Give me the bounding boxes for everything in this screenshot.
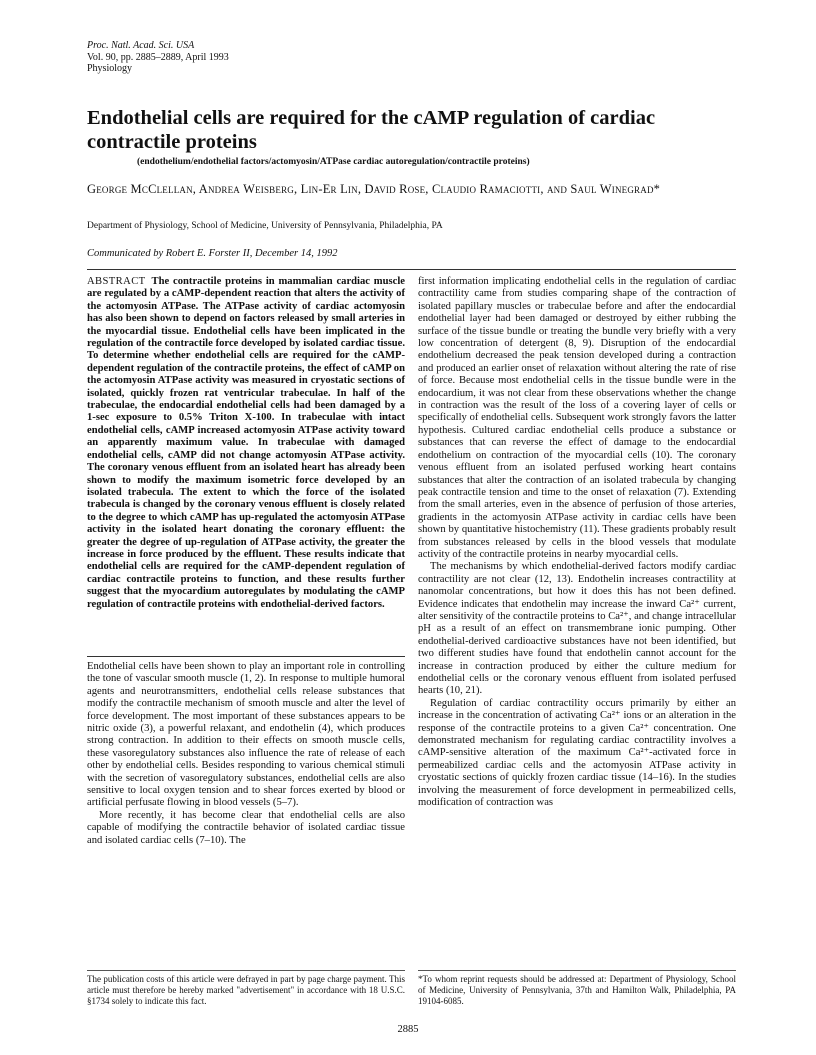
article-title: Endothelial cells are required for the cAMP regulation of cardiac contractile proteins: [87, 107, 656, 153]
journal-header: [87, 40, 229, 75]
author-list: George McClellan, Andrea Weisberg, Lin-Er Lin, David Rose, Claudio Ramaciotti, and Saul Winegrad*: [87, 182, 661, 196]
paragraph: Endothelial cells have been shown to play an important role in controlling the tone of vascular smooth muscle (1, 2). In response to multiple humoral agents and neurotransmitters, endothelial cells release substances that modify the contractile mechanism of smooth muscle and alter the level of force development. The most important of these substances appears to be nitric oxide (3), a powerful relaxant, and endothelin (4), which produces strong contraction. In addition to their effects on smooth muscle cells, these vasoregulatory substances also influence the rate of release of each other by endothelial cells. Besides responding to various chemical stimuli with the secretion of vasoregulatory substances, endothelial cells are also sensitive to local oxygen tension and to shear forces exerted by blood or artificial perfusate flowing in blood vessels (5–7).: [87, 661, 405, 809]
header-divider: [87, 269, 736, 270]
journal-name: Proc. Natl. Acad. Sci. USA: [87, 40, 195, 51]
body-column-right: [418, 276, 736, 809]
paragraph: Regulation of cardiac contractility occurs primarily by either an increase in the concentration of activating Ca²⁺ ions or an alteration in the response of the contractile proteins to a given Ca²⁺ concentration. One demonstrated mechanism for regulating cardiac contractility involves a cAMP-sensitive alteration of the maximum Ca²⁺-activated force in permeabilized cardiac cells and the actomyosin ATPase activity in cryostatic sections of quickly frozen cardiac tissue (14–16). In the studies involving the measurement of force development in permeabilized cells, modification of contraction was: [418, 697, 736, 809]
abstract-text: The contractile proteins in mammalian cardiac muscle are regulated by a cAMP-dependent reaction that alters the activity of the actomyosin ATPase. The ATPase activity of cardiac actomyosin has also been shown to depend on factors released by small arteries in the myocardial tissue. Endothelial cells have been implicated in the regulation of the contractile force developed by isolated cardiac tissue. To determine whether endothelial cells are required for the cAMP-dependent regulation of the contractile proteins, the effect of cAMP on the actomyosin ATPase activity was measured in cryostatic sections of isolated, quickly frozen rat ventricular trabeculae. In half of the trabeculae, the endocardial endothelial cells had been damaged by a 1-sec exposure to 0.5% Triton X-100. In trabeculae with intact endothelial cells, cAMP increased actomyosin ATPase activity toward an apparently maximum value. In trabeculae with damaged endothelial cells, cAMP did not change actomyosin ATPase activity. The coronary venous effluent from an isolated heart has already been shown to modify the maximum isometric force developed by an isolated trabecula. The extent to which the force of the isolated trabecula is changed by the coronary venous effluent is closely related to the degree to which cAMP has up-regulated the actomyosin ATPase activity in the isolated heart donating the coronary effluent: the greater the degree of up-regulation of ATPase activity, the greater the increase in force produced by the effluent. These results indicate that endothelial cells are required for the cAMP-dependent regulation of cardiac contractile proteins to function, and these results further suggest that the myocardium autoregulates by modulating the cAMP regulation of contractile proteins with endothelial-derived factors.: [87, 276, 405, 610]
footnote-divider-right: [418, 970, 736, 971]
footnote-divider-left: [87, 970, 405, 971]
abstract-divider: [87, 656, 405, 657]
abstract: [87, 276, 405, 611]
reprint-request-note: *To whom reprint requests should be addressed at: Department of Physiology, School of Medicine, University of Pennsylvania, 37th and Hamilton Walk, Philadelphia, PA 19104-6085.: [418, 974, 736, 1006]
affiliation: Department of Physiology, School of Medicine, University of Pennsylvania, Philadelphia, PA: [87, 221, 443, 231]
body-column-left: [87, 661, 405, 847]
communicated-by: Communicated by Robert E. Forster II, December 14, 1992: [87, 248, 338, 259]
abstract-label: ABSTRACT: [87, 276, 146, 287]
keywords: (endothelium/endothelial factors/actomyosin/ATPase cardiac autoregulation/contractile proteins): [137, 157, 530, 167]
paragraph: The mechanisms by which endothelial-derived factors modify cardiac contractility are not clear (12, 13). Endothelin increases contractility at nanomolar concentrations, but how it does this has not been defined. Evidence indicates that endothelin may increase the inward Ca²⁺ current, alter sensitivity of the contractile proteins to Ca²⁺, and change intracellular pH as a result of an effect on transmembrane ionic pumping. Other endothelial-derived cardioactive substances have not been identified, but two different studies have found that endothelin cannot account for the increase in contraction produced by either the culture medium for endothelial cells or the coronary venous effluent from isolated perfused hearts (10, 21).: [418, 561, 736, 697]
section-name: Physiology: [87, 63, 133, 74]
volume-line: Vol. 90, pp. 2885–2889, April 1993: [87, 51, 229, 63]
paragraph: first information implicating endothelial cells in the regulation of cardiac contractility came from studies comparing shape of the contraction of isolated papillary muscles or trabeculae before and after the endocardial endothelial layer had been damaged or destroyed by either rubbing the surface of the tissue bundle or treating the bundle very briefly with a very low concentration of detergent (8, 9). Disruption of the endocardial endothelium decreased the peak tension developed during a contraction and produced an earlier onset of relaxation without altering the rate of rise of force. Because most endothelial cells in the tissue bundle were in the endocardium, it was not clear from these observations whether the change in contraction was the result of the loss of a covering layer of cells or specifically of endothelial cells. Subsequent work strongly favors the latter hypothesis. Cultured cardiac endothelial cells produce a substance or substances that can reverse the effect of damage to the endocardial endothelium on contraction of the myocardial cells (10). The coronary venous effluent from an isolated perfused working heart contains substances that alter the contraction of an isolated trabecula by changing peak contractile tension and time to the onset of relaxation (7). Extending from the small arteries, even in the absence of perfusion of those arteries, gradients in the actomyosin ATPase activity in cardiac cells have been shown by quantitative histochemistry (11). These gradients probably result from substances released by cells in the blood vessels that modulate activity of the contractile proteins in nearby myocardial cells.: [418, 276, 736, 560]
page-number: 2885: [397, 1024, 419, 1035]
paragraph: More recently, it has become clear that endothelial cells are also capable of modifying the contractile behavior of isolated cardiac tissue and isolated cardiac cells (7–10). The: [87, 809, 405, 846]
publication-cost-note: The publication costs of this article were defrayed in part by page charge payment. This article must therefore be hereby marked "advertisement" in accordance with 18 U.S.C. §1734 solely to indicate this fact.: [87, 974, 405, 1006]
